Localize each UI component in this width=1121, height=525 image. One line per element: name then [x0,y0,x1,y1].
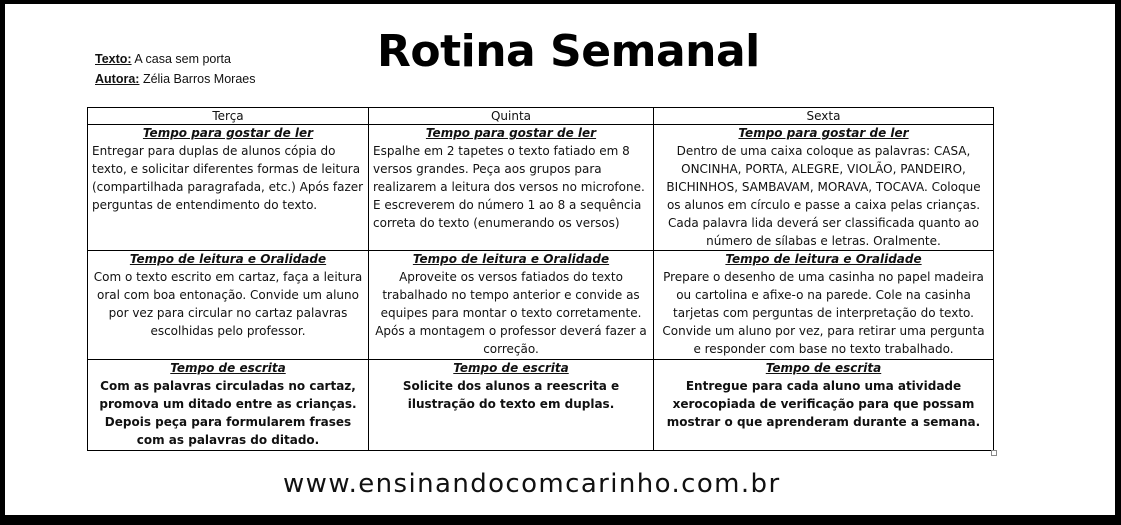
table-row [88,251,994,360]
cell-body: Aproveite os versos fatiados do texto trabalhado no tempo anterior e convide as equipes para montar o texto corretamente. Após a montagem o professor deverá fazer a correção. [375,270,647,356]
author-info [95,69,255,89]
cell-body: Espalhe em 2 tapetes o texto fatiado em 8 versos grandes. Peça aos grupos para realizarem a leitura dos versos no microfone. E escreverem do número 1 ao 8 a sequência correta do texto (enumerando os versos) [373,144,645,230]
table-cell [88,360,369,451]
cell-heading: Tempo para gostar de ler [425,126,597,140]
document-meta [95,49,255,89]
cell-body: Com as palavras circuladas no cartaz, promova um ditado entre as crianças. Depois peça para formularem frases com as palavras do ditado. [99,379,357,447]
table-cell [88,251,369,360]
table-row [88,125,994,251]
cell-heading: Tempo de escrita [765,361,882,375]
document-page [5,4,1115,515]
table-cell [369,125,654,251]
table-cell [654,251,994,360]
cell-body: Entregar para duplas de alunos cópia do texto, e solicitar diferentes formas de leitura (compartilhada paragrafada, etc.) Após fazer perguntas de entendimento do texto. [92,144,364,212]
autora-value: Zélia Barros Moraes [142,72,256,86]
cell-body: Entregue para cada aluno uma atividade xerocopiada de verificação para que possam mostrar o que aprenderam durante a semana. [666,379,981,429]
cell-body: Com o texto escrito em cartaz, faça a leitura oral com boa entonação. Convide um aluno por vez para circular no cartaz palavras escolhidas pelo professor. [93,270,363,338]
table-header-row [88,108,994,125]
table-cell [369,360,654,451]
column-header-quinta: Quinta [369,108,654,125]
autora-label: Autora: [95,72,140,86]
cell-heading: Tempo de leitura e Oralidade [129,252,327,266]
cell-heading: Tempo para gostar de ler [142,126,314,140]
cell-heading: Tempo de escrita [453,361,569,375]
table-cell [88,125,369,251]
cell-heading: Tempo de leitura e Oralidade [412,252,610,266]
weekly-routine-table [87,107,994,451]
cell-body: Prepare o desenho de uma casinha no papel madeira ou cartolina e afixe-o na parede. Cole na casinha tarjetas com perguntas de interpretação do texto. Convide um aluno por vez, para retirar uma pergunta e responder com base no texto trabalhado. [662,270,985,356]
table-resize-handle[interactable] [991,450,997,456]
cell-body: Dentro de uma caixa coloque as palavras: CASA, ONCINHA, PORTA, ALEGRE, VIOLÃO, PANDEIRO, BICHINHOS, SAMBAVAM, MORAVA, TOCAVA. Coloque os alunos em círculo e passe a caixa pelas crianças. Cada palavra lida deverá ser classificada quanto ao número de sílabas e letras. Oralmente. [666,144,981,248]
texto-label: Texto: [95,52,132,66]
footer-website: www.ensinandocomcarinho.com.br [283,469,781,499]
text-info [95,49,255,69]
table-cell [369,251,654,360]
texto-value: A casa sem porta [134,52,231,66]
table-cell [654,125,994,251]
table-cell [654,360,994,451]
table-row [88,360,994,451]
cell-heading: Tempo de leitura e Oralidade [725,252,922,266]
cell-body: Solicite dos alunos a reescrita e ilustração do texto em duplas. [402,379,620,411]
column-header-sexta: Sexta [654,108,994,125]
cell-heading: Tempo de escrita [170,361,286,375]
column-header-terca: Terça [88,108,369,125]
cell-heading: Tempo para gostar de ler [738,126,909,140]
page-title: Rotina Semanal [377,26,760,77]
